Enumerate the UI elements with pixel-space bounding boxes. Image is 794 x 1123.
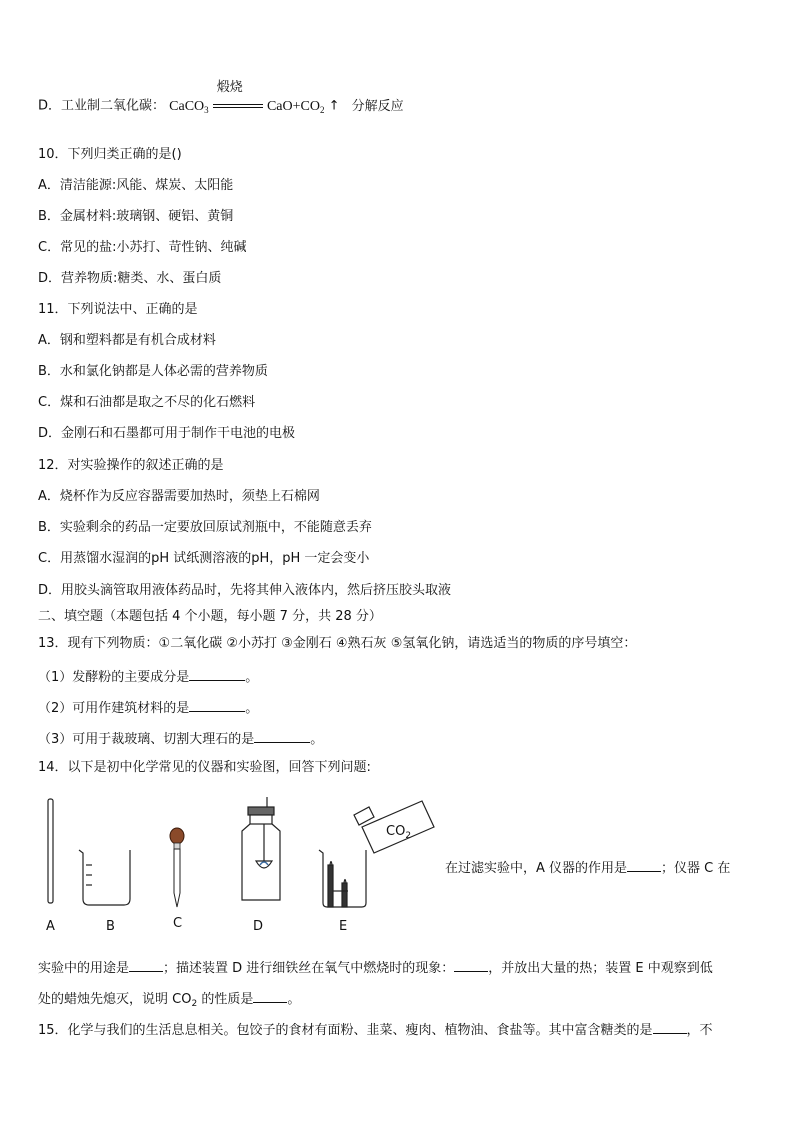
q9d-equation-condition: [213, 80, 263, 115]
answer-blank[interactable]: [253, 988, 287, 1003]
q9d-reaction-type: 分解反应: [351, 98, 404, 114]
q13-part-2-text: （2）可用作建筑材料的是: [38, 701, 190, 716]
q9d-prefix: D．工业制二氧化碳：: [38, 98, 166, 114]
q14-line-2: 实验中的用途是 ；描述装置 D 进行细铁丝在氧气中燃烧时的现象： ，并放出大量的热；装置 E 中观察到低: [38, 957, 713, 978]
q11-option-c: C．煤和石油都是取之不尽的化石燃料: [38, 395, 256, 410]
q13-part-2: （2）可用作建筑材料的是 。: [38, 697, 258, 718]
q10-option-c: C．常见的盐:小苏打、苛性钠、纯碱: [38, 240, 247, 255]
label-a: A: [46, 919, 55, 934]
apparatus-figure: [36, 795, 436, 945]
q13-part-1-text: （1）发酵粉的主要成分是: [38, 670, 190, 685]
q12-option-d: D．用胶头滴管取用液体药品时，先将其伸入液体内，然后挤压胶头取液: [38, 583, 452, 598]
answer-blank[interactable]: [254, 728, 310, 743]
answer-blank[interactable]: [189, 697, 245, 712]
q13-part-3: （3）可用于裁玻璃、切割大理石的是 。: [38, 728, 323, 749]
q12-option-b: B．实验剩余的药品一定要放回原试剂瓶中，不能随意丢弃: [38, 520, 372, 535]
q9d-condition-text: 煅烧: [216, 80, 243, 95]
q10-stem: 10．下列归类正确的是(): [38, 147, 182, 162]
beaker-icon: [79, 850, 130, 905]
q12-stem: 12．对实验操作的叙述正确的是: [38, 458, 224, 473]
q12-option-a: A．烧杯作为反应容器需要加热时，须垫上石棉网: [38, 489, 320, 504]
q11-option-a: A．钢和塑料都是有机合成材料: [38, 333, 216, 348]
answer-blank[interactable]: [454, 957, 488, 972]
co2-candle-beaker-icon: [319, 801, 434, 907]
answer-blank[interactable]: [189, 666, 245, 681]
q9-option-d: [38, 80, 404, 119]
section-heading: 二、填空题（本题包括 4 个小题，每小题 7 分，共 28 分）: [38, 609, 382, 624]
label-d: D: [253, 919, 264, 934]
q11-option-d: D．金刚石和石墨都可用于制作干电池的电极: [38, 426, 296, 441]
q10-option-d: D．营养物质:糖类、水、蛋白质: [38, 271, 222, 286]
q13-stem: 13．现有下列物质：①二氧化碳 ②小苏打 ③金刚石 ④熟石灰 ⑤氢氧化钠，请选适当的物质的序号填空：: [38, 636, 637, 651]
q11-option-b: B．水和氯化钠都是人体必需的营养物质: [38, 364, 268, 379]
co2-label: $CO_2$: [386, 824, 412, 841]
q12-option-c: C．用蒸馏水湿润的pH 试纸测溶液的pH，pH 一定会变小: [38, 551, 370, 566]
q11-stem: 11．下列说法中、正确的是: [38, 302, 198, 317]
q13-part-3-text: （3）可用于裁玻璃、切割大理石的是: [38, 732, 255, 747]
answer-blank[interactable]: [129, 957, 163, 972]
q14-side-text: [445, 857, 730, 878]
label-e: E: [339, 919, 348, 934]
q14-line-3: 处的蜡烛先熄灭，说明 $CO_2$ 的性质是 。: [38, 988, 300, 1013]
q13-part-1: （1）发酵粉的主要成分是 。: [38, 666, 258, 687]
label-b: B: [106, 919, 115, 934]
q15-text: 15．化学与我们的生活息息相关。包饺子的食材有面粉、韭菜、瘦肉、植物油、食盐等。其中富含糖类的是 ，不: [38, 1019, 713, 1040]
q10-option-b: B．金属材料:玻璃钢、硬铝、黄铜: [38, 209, 234, 224]
q10-option-a: A．清洁能源:风能、煤炭、太阳能: [38, 178, 234, 193]
q14-stem: 14．以下是初中化学常见的仪器和实验图，回答下列问题:: [38, 760, 371, 775]
q14-side-a: 在过滤实验中，A 仪器的作用是: [445, 861, 628, 876]
label-c: C: [173, 916, 183, 931]
glass-rod-icon: [48, 799, 53, 903]
q9d-reactant: CaCO$_3$: [169, 98, 209, 115]
answer-blank[interactable]: [627, 857, 661, 872]
gas-jar-iron-wire-icon: [242, 797, 280, 900]
q9d-products: $CaO+CO_2$: [266, 98, 325, 115]
dropper-icon: [170, 828, 184, 907]
gas-arrow: ↑: [328, 98, 340, 114]
q14-side-b: ；仪器 C 在: [661, 861, 731, 876]
answer-blank[interactable]: [653, 1019, 687, 1034]
